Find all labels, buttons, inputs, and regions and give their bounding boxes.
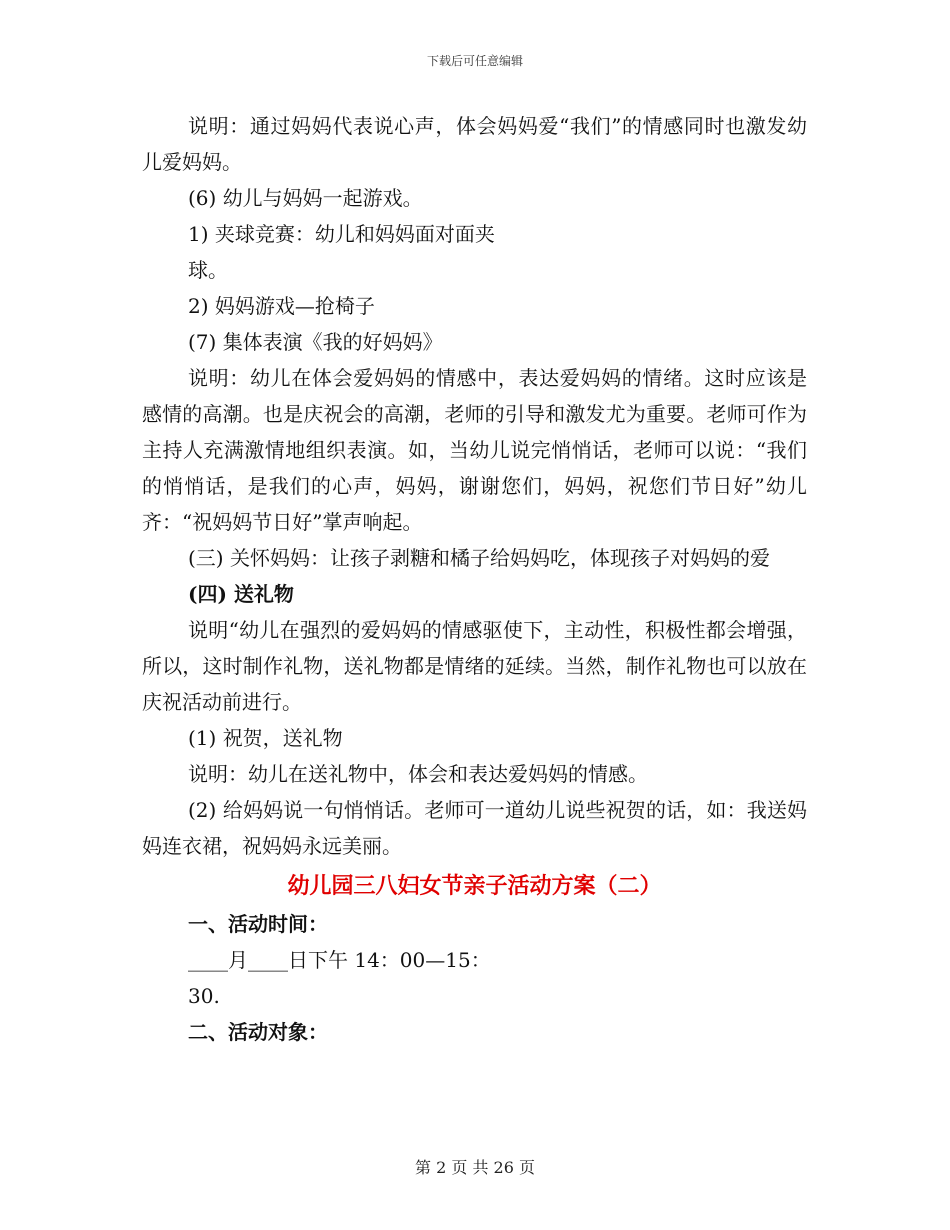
paragraph-game-2: 2) 妈妈游戏—抢椅子 bbox=[188, 294, 375, 318]
paragraph-activity-time-cont: 30. bbox=[188, 984, 220, 1008]
paragraph-explanation-2: 说明：幼儿在体会爱妈妈的情感中，表达爱妈妈的情绪。这时应该是感情的高潮。也是庆祝会的高潮，老师的引导和激发尤为重要。老师可作为主持人充满激情地组织表演。如，当幼儿说完悄悄话，老师可以说：“我们的悄悄话，是我们的心声，妈妈，谢谢您们，妈妈，祝您们节日好”幼儿齐：“祝妈妈节日好”掌声响起。 bbox=[142, 366, 807, 534]
paragraph-step-1-gift: (1) 祝贺，送礼物 bbox=[188, 726, 343, 750]
section-title: 幼儿园三八妇女节亲子活动方案（二） bbox=[287, 873, 662, 899]
document-body bbox=[142, 108, 807, 1050]
paragraph-step-2-whisper: (2) 给妈妈说一句悄悄话。老师可一道幼儿说些祝贺的话，如：我送妈妈连衣裙，祝妈妈永远美丽。 bbox=[142, 798, 807, 858]
heading-activity-time: 一、活动时间： bbox=[188, 912, 328, 936]
paragraph-game-1-cont: 球。 bbox=[188, 258, 228, 282]
paragraph-step-6: (6) 幼儿与妈妈一起游戏。 bbox=[188, 186, 423, 210]
heading-give-gifts: (四) 送礼物 bbox=[188, 582, 294, 606]
paragraph-explanation-4: 说明：幼儿在送礼物中，体会和表达爱妈妈的情感。 bbox=[188, 762, 648, 786]
paragraph-step-7: (7) 集体表演《我的好妈妈》 bbox=[188, 330, 443, 354]
paragraph-explanation-1: 说明：通过妈妈代表说心声，体会妈妈爱“我们”的情感同时也激发幼儿爱妈妈。 bbox=[142, 114, 807, 174]
paragraph-care-mom: (三) 关怀妈妈：让孩子剥糖和橘子给妈妈吃，体现孩子对妈妈的爱 bbox=[188, 546, 770, 570]
heading-activity-target: 二、活动对象： bbox=[188, 1020, 328, 1044]
page-footer: 第 2 页 共 26 页 bbox=[415, 1158, 535, 1177]
paragraph-explanation-3: 说明“幼儿在强烈的爱妈妈的情感驱使下，主动性，积极性都会增强，所以，这时制作礼物，送礼物都是情绪的延续。当然，制作礼物也可以放在庆祝活动前进行。 bbox=[142, 618, 807, 714]
page-header: 下载后可任意编辑 bbox=[426, 54, 523, 68]
paragraph-activity-time: ____月____日下午 14：00—15： bbox=[188, 948, 491, 972]
paragraph-game-1: 1) 夹球竞赛：幼儿和妈妈面对面夹 bbox=[188, 222, 495, 246]
